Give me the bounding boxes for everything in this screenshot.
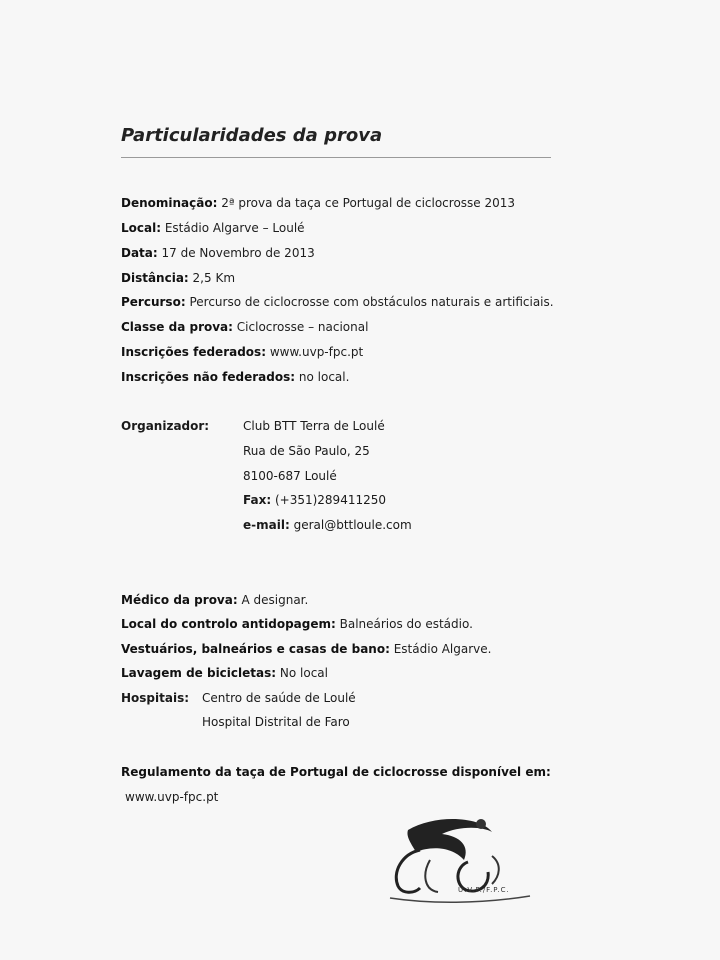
detail-value: 2,5 Km xyxy=(192,271,236,285)
detail-label: Classe da prova: xyxy=(121,320,233,334)
detail-label: Distância: xyxy=(121,271,189,285)
rear-wheel-outer-arc xyxy=(492,856,499,884)
logo-caption: U.V.P./F.P.C. xyxy=(458,886,510,894)
detail-label: Inscrições federados: xyxy=(121,345,266,359)
frame-arc xyxy=(425,860,438,892)
fax-label: Fax: xyxy=(243,493,272,507)
detail-label: Percurso: xyxy=(121,295,186,309)
detail-value: www.uvp-fpc.pt xyxy=(269,345,364,359)
regulation-text xyxy=(121,764,551,780)
logistics-value: A designar. xyxy=(241,593,309,607)
logistics-antidopagem xyxy=(121,616,473,632)
detail-distancia xyxy=(121,270,235,286)
organizer-email xyxy=(243,517,412,533)
detail-value: 2ª prova da taça ce Portugal de ciclocrosse 2013 xyxy=(221,196,516,210)
logistics-label: Médico da prova: xyxy=(121,593,238,607)
hospital-item: Centro de saúde de Loulé xyxy=(202,691,356,705)
fax-value: (+351)289411250 xyxy=(274,493,387,507)
ground-line xyxy=(390,896,530,902)
detail-value: 17 de Novembro de 2013 xyxy=(161,246,315,260)
detail-value: Estádio Algarve – Loulé xyxy=(164,221,305,235)
logistics-medico xyxy=(121,592,308,608)
detail-classe xyxy=(121,319,368,335)
front-wheel-arc xyxy=(396,850,420,892)
hospital-item: Hospital Distrital de Faro xyxy=(202,715,350,729)
detail-percurso xyxy=(121,294,554,310)
detail-label: Denominação: xyxy=(121,196,218,210)
detail-data xyxy=(121,245,315,261)
logistics-label: Vestuários, balneários e casas de bano: xyxy=(121,642,390,656)
detail-label: Inscrições não federados: xyxy=(121,370,296,384)
logistics-value: No local xyxy=(279,666,328,680)
logistics-label: Local do controlo antidopagem: xyxy=(121,617,336,631)
email-value: geral@bttloule.com xyxy=(293,518,412,532)
organizer-fax xyxy=(243,492,386,508)
uvp-fpc-cyclist-logo xyxy=(380,812,540,912)
detail-local xyxy=(121,220,305,236)
organizer-street: Rua de São Paulo, 25 xyxy=(243,444,370,458)
detail-label: Local: xyxy=(121,221,162,235)
organizer-label: Organizador: xyxy=(121,419,210,433)
logistics-lavagem xyxy=(121,665,328,681)
organizer-name: Club BTT Terra de Loulé xyxy=(243,419,385,433)
detail-value: no local. xyxy=(298,370,350,384)
detail-denominacao xyxy=(121,195,515,211)
logistics-value: Estádio Algarve. xyxy=(393,642,492,656)
hospitals-label: Hospitais: xyxy=(121,691,190,705)
page-title: Particularidades da prova xyxy=(121,125,383,146)
logistics-vestuarios xyxy=(121,641,491,657)
detail-inscricoes-nao-federados xyxy=(121,369,349,385)
email-label: e-mail: xyxy=(243,518,290,532)
logistics-label: Lavagem de bicicletas: xyxy=(121,666,277,680)
detail-label: Data: xyxy=(121,246,158,260)
detail-value: Ciclocrosse – nacional xyxy=(236,320,369,334)
detail-value: Percurso de ciclocrosse com obstáculos naturais e artificiais. xyxy=(189,295,554,309)
regulation-label: Regulamento da taça de Portugal de ciclocrosse disponível em: xyxy=(121,765,551,779)
regulation-link[interactable]: www.uvp-fpc.pt xyxy=(125,790,219,804)
rider-head xyxy=(476,819,486,829)
organizer-postal: 8100-687 Loulé xyxy=(243,469,337,483)
detail-inscricoes-federados xyxy=(121,344,363,360)
logistics-value: Balneários do estádio. xyxy=(339,617,473,631)
title-divider xyxy=(121,157,551,158)
